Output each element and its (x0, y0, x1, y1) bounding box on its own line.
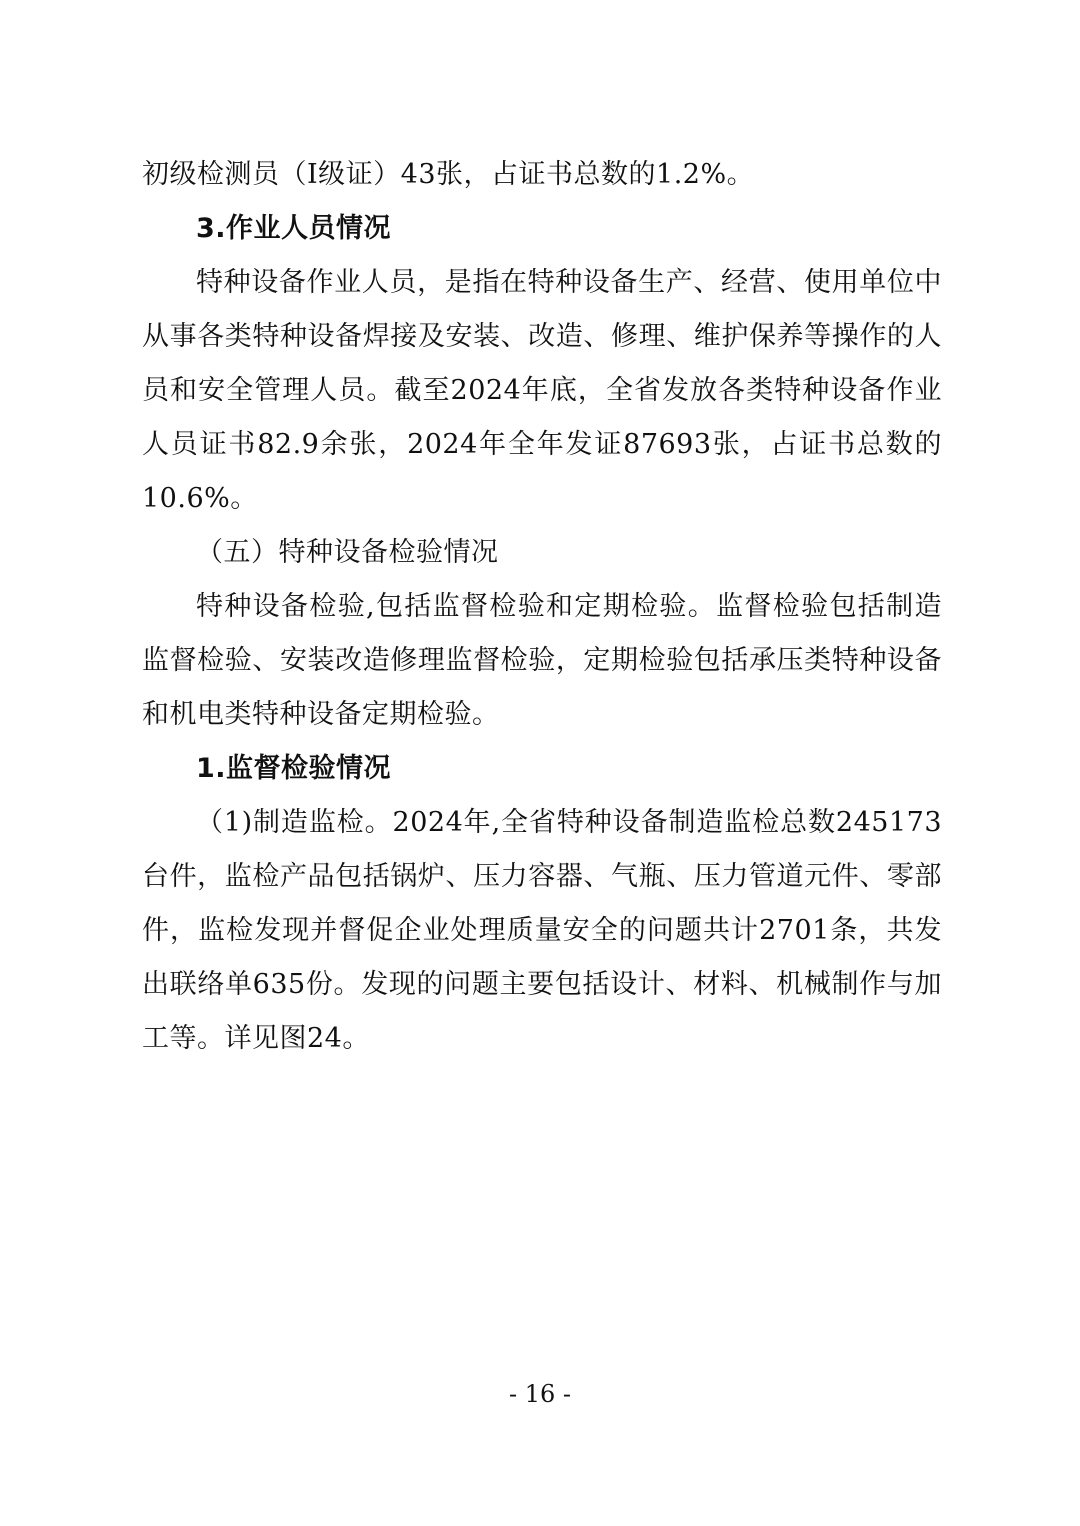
paragraph-continuation: 初级检测员（Ⅰ级证）43张，占证书总数的1.2%。 (142, 159, 755, 190)
document-body (142, 148, 942, 1066)
paragraph-inspection: 特种设备检验,包括监督检验和定期检验。监督检验包括制造监督检验、安装改造修理监督检验，定期检验包括承压类特种设备和机电类特种设备定期检验。 (142, 591, 942, 730)
paragraph-operators: 特种设备作业人员，是指在特种设备生产、经营、使用单位中从事各类特种设备焊接及安装、改造、修理、维护保养等操作的人员和安全管理人员。截至2024年底，全省发放各类特种设备作业人员证书82.9余张，2024年全年发证87693张，占证书总数的10.6%。 (142, 267, 942, 514)
section-heading-supervision: 1.监督检验情况 (196, 753, 392, 784)
section-heading-inspection: （五）特种设备检验情况 (196, 537, 499, 568)
page-number: - 16 - (508, 1380, 571, 1408)
paragraph-manufacturing-supervision: （1)制造监检。2024年,全省特种设备制造监检总数245173台件，监检产品包括锅炉、压力容器、气瓶、压力管道元件、零部件，监检发现并督促企业处理质量安全的问题共计2701条，共发出联络单635份。发现的问题主要包括设计、材料、机械制作与加工等。详见图24。 (142, 807, 942, 1054)
section-heading-operators: 3.作业人员情况 (196, 213, 392, 244)
